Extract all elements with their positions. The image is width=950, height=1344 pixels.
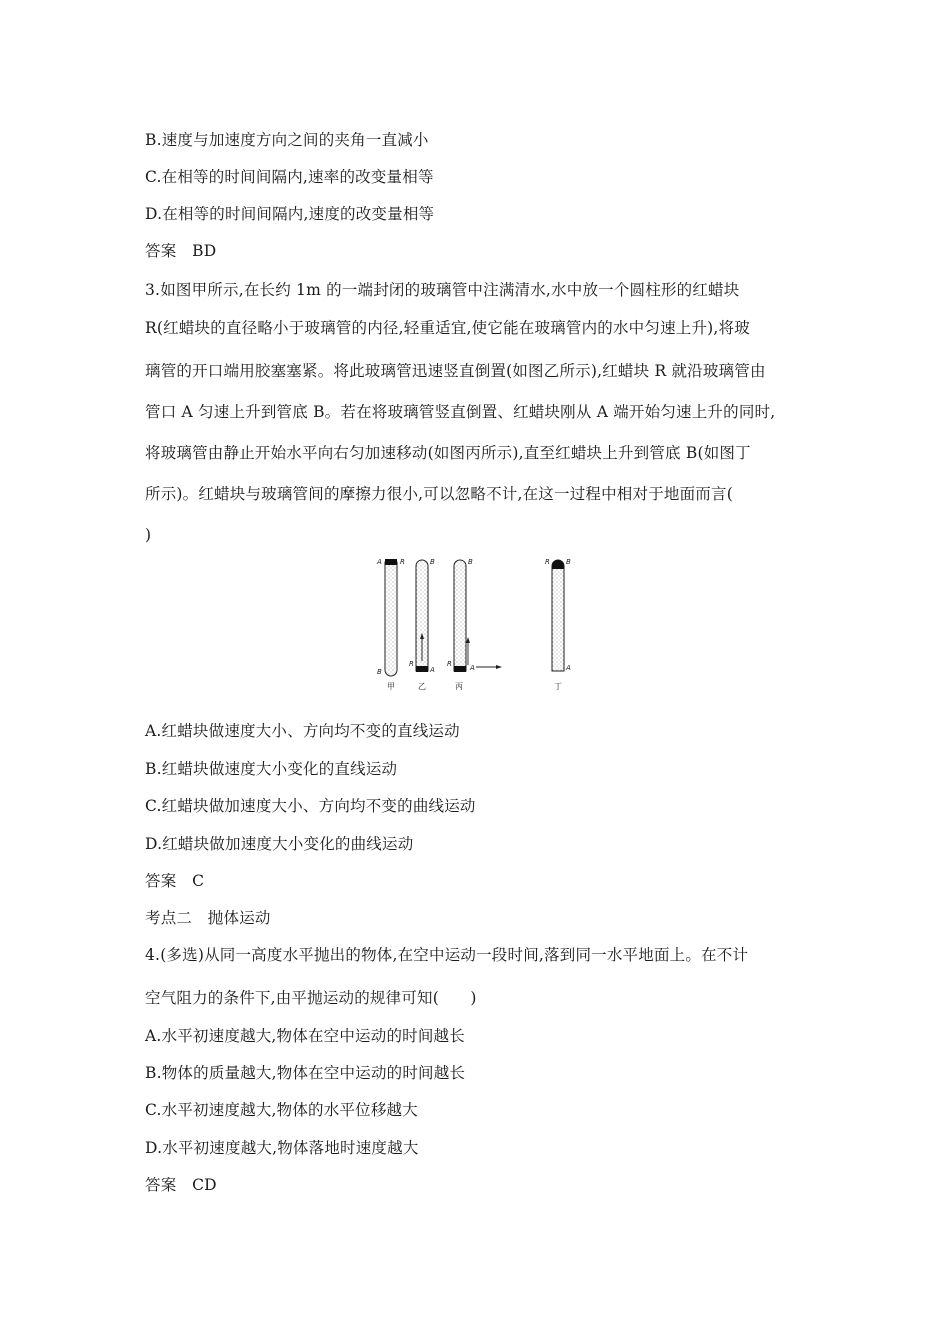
- answer-q2: 答案 BD: [145, 242, 217, 260]
- tube-bing: [447, 558, 502, 691]
- question-3-line-3: 璃管的开口端用胶塞塞紧。将此玻璃管迅速竖直倒置(如图乙所示),红蜡块 R 就沿玻璃管由: [145, 362, 766, 380]
- option-d-q2: D.在相等的时间间隔内,速度的改变量相等: [145, 205, 435, 223]
- option-c-q3: C.红蜡块做加速度大小、方向均不变的曲线运动: [145, 797, 476, 815]
- option-a-q3: A.红蜡块做速度大小、方向均不变的直线运动: [145, 722, 460, 740]
- caption-jia: 甲: [387, 682, 395, 691]
- option-d-q3: D.红蜡块做加速度大小变化的曲线运动: [145, 835, 414, 853]
- section-heading: 考点二 抛体运动: [145, 909, 271, 927]
- wax-block-bing: [454, 666, 466, 672]
- label-b-yi: B: [430, 558, 435, 566]
- question-3-line-6: 所示)。红蜡块与玻璃管间的摩擦力很小,可以忽略不计,在这一过程中相对于地面而言(: [145, 485, 733, 503]
- label-b-jia: B: [377, 668, 382, 676]
- question-3-line-2: R(红蜡块的直径略小于玻璃管的内径,轻重适宜,使它能在玻璃管内的水中匀速上升),将玻: [145, 319, 750, 337]
- option-c-q2: C.在相等的时间间隔内,速率的改变量相等: [145, 168, 434, 186]
- glass-tube-figure: [368, 553, 608, 693]
- label-r-ding: R: [545, 558, 550, 566]
- caption-ding: 丁: [554, 682, 562, 691]
- tube-ding: [545, 558, 571, 691]
- question-4-line-2: 空气阻力的条件下,由平抛运动的规律可知( ): [145, 989, 477, 1007]
- label-a-bing: A: [470, 664, 475, 672]
- label-a-ding: A: [566, 664, 571, 672]
- option-d-q4: D.水平初速度越大,物体落地时速度越大: [145, 1139, 419, 1157]
- question-3-line-1: 3.如图甲所示,在长约 1m 的一端封闭的玻璃管中注满清水,水中放一个圆柱形的红蜡块: [145, 281, 740, 299]
- option-b-q2: B.速度与加速度方向之间的夹角一直减小: [145, 131, 429, 149]
- option-a-q4: A.水平初速度越大,物体在空中运动的时间越长: [145, 1027, 465, 1045]
- option-b-q4: B.物体的质量越大,物体在空中运动的时间越长: [145, 1064, 466, 1082]
- question-3-line-4: 管口 A 匀速上升到管底 B。若在将玻璃管竖直倒置、红蜡块刚从 A 端开始匀速上升的同时,: [145, 403, 776, 421]
- option-b-q3: B.红蜡块做速度大小变化的直线运动: [145, 760, 398, 778]
- option-c-q4: C.水平初速度越大,物体的水平位移越大: [145, 1101, 418, 1119]
- question-3-line-7: ): [145, 526, 152, 544]
- wax-block-jia: [385, 559, 397, 565]
- answer-q4: 答案 CD: [145, 1176, 217, 1194]
- label-r-bing: R: [447, 660, 452, 668]
- caption-yi: 乙: [418, 682, 426, 691]
- label-b-bing: B: [468, 558, 473, 566]
- label-a-yi: A: [430, 666, 435, 674]
- question-3-line-5: 将玻璃管由静止开始水平向右匀加速移动(如图丙所示),直至红蜡块上升到管底 B(如图丁: [145, 444, 751, 462]
- question-4-line-1: 4.(多选)从同一高度水平抛出的物体,在空中运动一段时间,落到同一水平地面上。在不计: [145, 946, 749, 964]
- label-b-ding: B: [566, 558, 571, 566]
- caption-bing: 丙: [455, 682, 463, 691]
- tube-jia: [376, 558, 405, 691]
- label-a-jia: A: [377, 558, 382, 566]
- wax-block-yi: [416, 666, 428, 672]
- label-r-yi: R: [409, 660, 414, 668]
- tube-yi: [409, 558, 435, 691]
- label-r-jia: R: [400, 558, 405, 566]
- answer-q3: 答案 C: [145, 872, 205, 890]
